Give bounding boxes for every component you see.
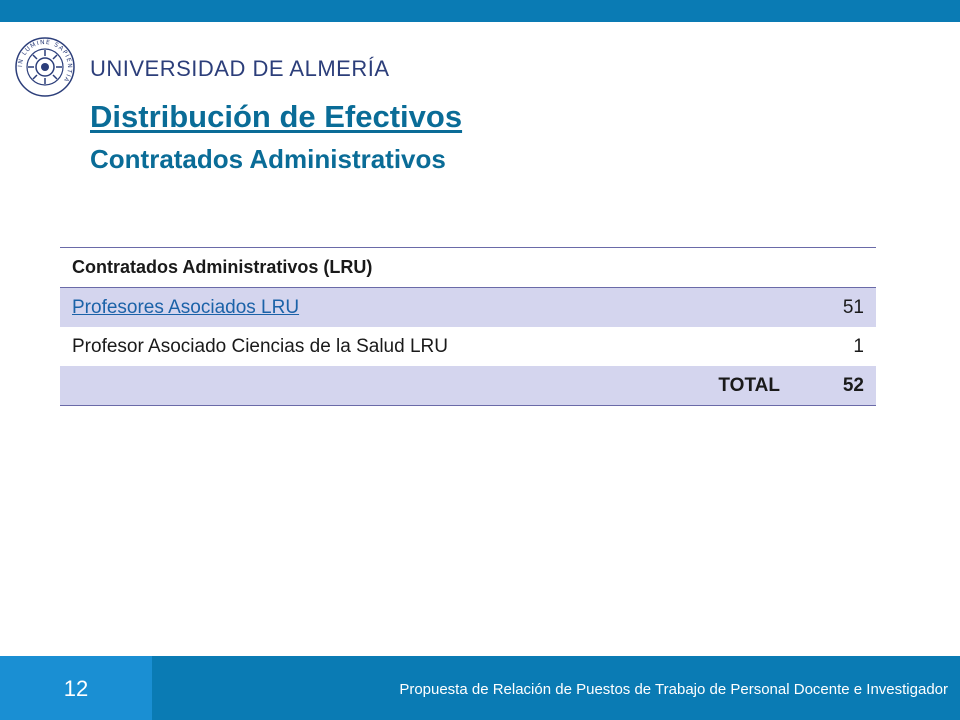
row-value: 1 [853, 335, 864, 357]
table-row [60, 288, 876, 328]
page-number: 12 [63, 676, 89, 701]
table-row [60, 327, 876, 366]
footer-text: Propuesta de Relación de Puestos de Trabajo de Personal Docente e Investigador [399, 681, 948, 698]
row-label-cell [60, 288, 792, 328]
table-total-row [60, 366, 876, 406]
row-value: 51 [792, 288, 876, 328]
page-subtitle: Contratados Administrativos [90, 144, 446, 174]
table-header: Contratados Administrativos (LRU) [60, 248, 876, 288]
university-seal-logo [14, 36, 76, 98]
row-label: Profesor Asociado Ciencias de la Salud LRU [72, 335, 448, 357]
staff-table [60, 247, 876, 406]
total-value: 52 [792, 366, 876, 406]
profesores-asociados-link[interactable]: Profesores Asociados LRU [72, 296, 300, 318]
table-header-row [60, 248, 876, 288]
top-bar [0, 0, 960, 22]
logo-seal-text: IN LUMINE SAPIENTIA [16, 38, 74, 84]
university-name: UNIVERSIDAD DE ALMERÍA [90, 56, 390, 81]
page-title: Distribución de Efectivos [90, 99, 463, 134]
total-label: TOTAL [60, 366, 792, 406]
